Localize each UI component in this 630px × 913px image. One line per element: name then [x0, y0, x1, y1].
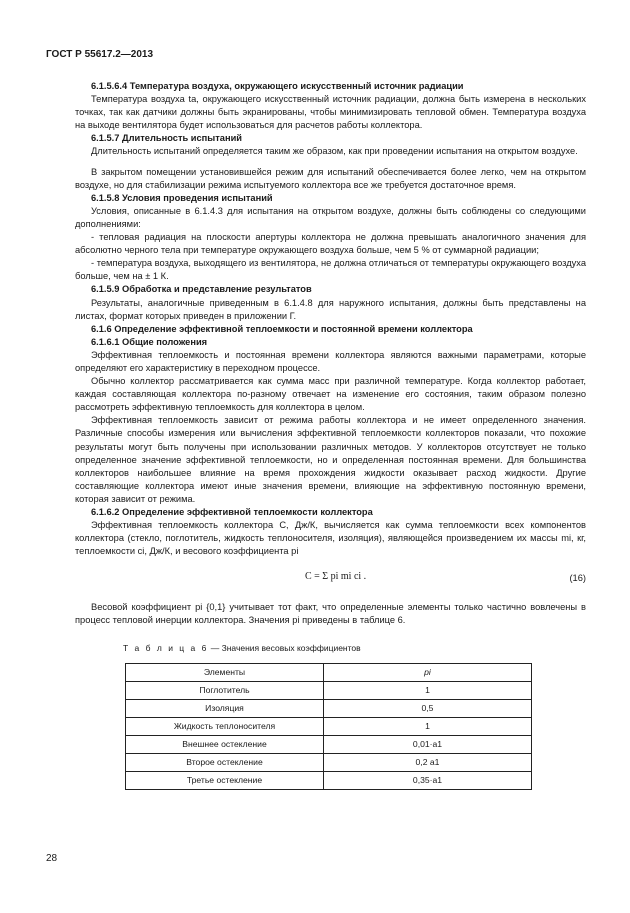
paragraph: Результаты, аналогичные приведенным в 6.1.4.8 для наружного испытания, должны быть представлены на листах, формат которых приведен в приложении Г.: [75, 297, 586, 321]
table-row: [126, 771, 532, 789]
paragraph: В закрытом помещении установившейся режим для испытаний обеспечивается более легко, чем на открытом воздухе, но для стабилизации режима испытуемого коллектора все же требуется достаточное время.: [75, 166, 586, 190]
column-header-symbol: pi: [424, 666, 431, 677]
weight-coefficients-table: [125, 663, 532, 790]
table-row: [126, 699, 532, 717]
table-caption: [75, 642, 586, 655]
paragraph: Эффективная теплоемкость зависит от режима работы коллектора и не имеет определенного значения. Различные способы измерения или вычисления эффективной теплоемкости коллекторов показали, что похожие результаты могут быть получены при использовании различных методов. У коллекторов отсутствует не только определенное значение эффективной теплоемкости, но и определенная постоянная времени. Для большинства коллекторов наибольшее влияние на время прохождения жидкости оказывает расход жидкости. Другие составляющие коллектора имеют иные значения времени, влияющие на эффективную постоянную времени, которая зависит от режима.: [75, 415, 586, 504]
section-heading: 6.1.6 Определение эффективной теплоемкости и постоянной времени коллектора: [91, 323, 473, 334]
table-cell: 0,5: [324, 699, 532, 717]
table-cell: 0,2 a1: [324, 753, 532, 771]
paragraph: Длительность испытаний определяется таким же образом, как при проведении испытания на открытом воздухе.: [91, 146, 578, 157]
table-caption-text: — Значения весовых коэффициентов: [208, 642, 361, 653]
table-row: [126, 753, 532, 771]
formula-number: (16): [569, 573, 586, 584]
formula-expression: C = Σ pi mi ci .: [305, 571, 367, 583]
table-caption-label: Т а б л и ц а 6: [123, 642, 209, 653]
page-number: 28: [46, 853, 58, 864]
paragraph: Условия, описанные в 6.1.4.3 для испытания на открытом воздухе, должны быть соблюдены со следующими дополнениями:: [75, 205, 586, 229]
paragraph: - температура воздуха, выходящего из вентилятора, не должна отличаться от температуры окружающего воздуха больше, чем на ± 1 К.: [75, 258, 586, 282]
table-row: [126, 681, 532, 699]
table-cell: Второе остекление: [126, 753, 324, 771]
document-header: ГОСТ Р 55617.2—2013: [46, 49, 154, 60]
section-heading: 6.1.6.1 Общие положения: [91, 336, 208, 347]
section-heading: 6.1.5.7 Длительность испытаний: [91, 133, 243, 144]
section-heading: 6.1.5.6.4 Температура воздуха, окружающего искусственный источник радиации: [91, 81, 464, 91]
table-row: [126, 717, 532, 735]
table-cell: 0,01·a1: [324, 735, 532, 753]
paragraph: Весовой коэффициент pi {0,1} учитывает тот факт, что определенные элементы только частично вовлечены в процесс тепловой инерции коллектора. Значения pi приведены в таблице 6.: [75, 602, 586, 626]
column-header: [324, 663, 532, 681]
table-row: [126, 735, 532, 753]
table-header-row: [126, 663, 532, 681]
table-cell: 1: [324, 717, 532, 735]
paragraph: Эффективная теплоемкость и постоянная времени коллектора являются важными параметрами, которые определяют его характеристику в переходном процессе.: [75, 349, 586, 373]
paragraph: Эффективная теплоемкость коллектора С, Дж/К, вычисляется как сумма теплоемкости всех компонентов коллектора (стекло, поглотитель, жидкость теплоносителя, изоляция), являющейся произведением их массы mi, кг, теплоемкости ci, Дж/К, и весового коэффициента pi: [75, 520, 586, 557]
paragraph: - тепловая радиация на плоскости апертуры коллектора не должна превышать аналогичного значения для абсолютно черного тела при температуре окружающего воздуха больше, чем 5 % от суммарной радиации;: [75, 232, 586, 256]
content-body: [75, 80, 586, 790]
table-cell: Жидкость теплоносителя: [126, 717, 324, 735]
paragraph: Обычно коллектор рассматривается как сумма масс при различной температуре. Когда коллектор работает, каждая составляющая коллектора по-разному отвечает на изменение его состояния, таким образом полезно рассмотреть эффективную теплоемкость для коллектора в целом.: [75, 376, 586, 413]
table-cell: 0,35·a1: [324, 771, 532, 789]
table-cell: Поглотитель: [126, 681, 324, 699]
table-cell: Третье остекление: [126, 771, 324, 789]
column-header: Элементы: [126, 663, 324, 681]
table-cell: Изоляция: [126, 699, 324, 717]
table-cell: Внешнее остекление: [126, 735, 324, 753]
paragraph: Температура воздуха tа, окружающего искусственный источник радиации, должна быть измерена в нескольких точках, так как датчики должны быть экранированы, чтобы минимизировать тепловой обмен. Температура воздуха на выходе вентилятора будет использоваться для расчетов работы коллектора.: [75, 94, 586, 131]
table-cell: 1: [324, 681, 532, 699]
section-heading: 6.1.6.2 Определение эффективной теплоемкости коллектора: [91, 507, 373, 517]
section-heading: 6.1.5.8 Условия проведения испытаний: [91, 192, 273, 203]
formula-block: [75, 564, 586, 594]
section-heading: 6.1.5.9 Обработка и представление результатов: [91, 284, 312, 295]
